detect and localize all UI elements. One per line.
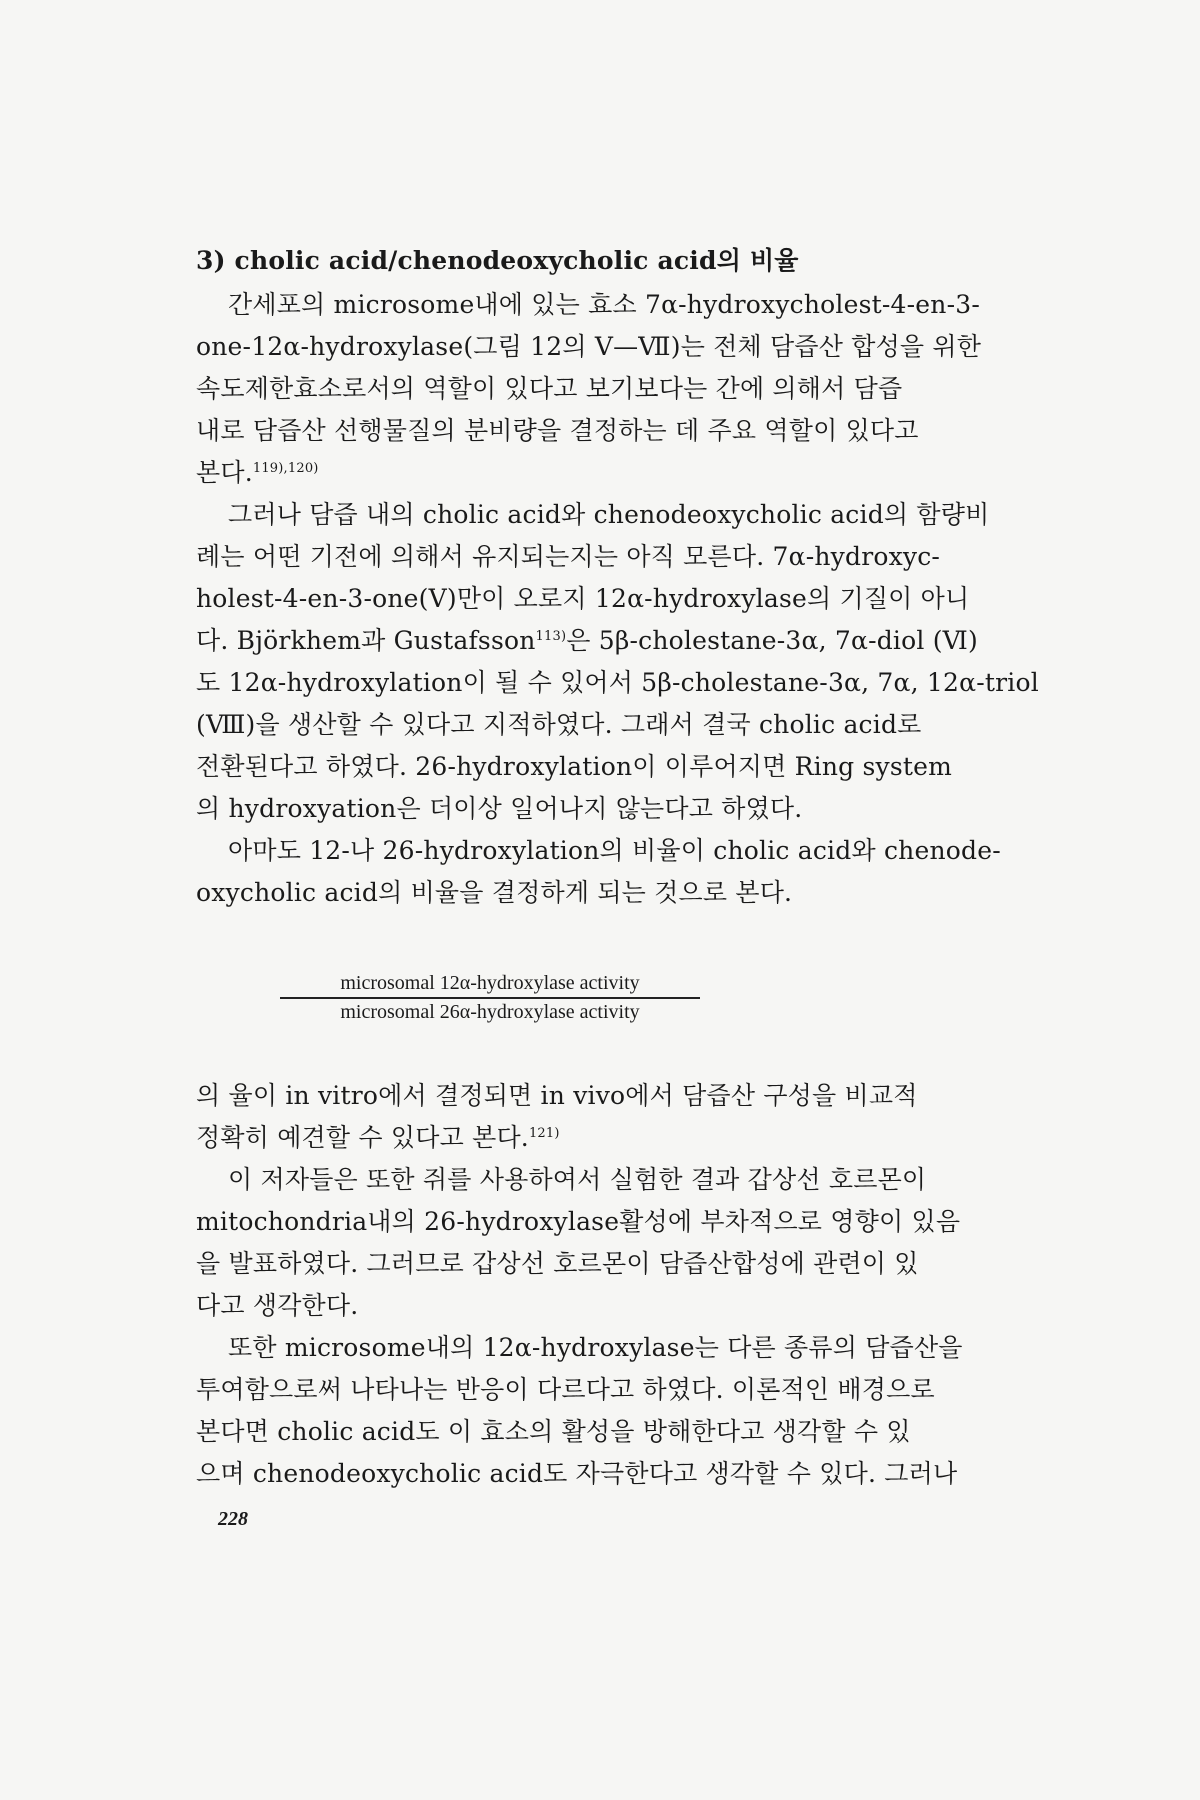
activity-ratio-fraction	[280, 970, 700, 1025]
para4-line: 의 율이 in vitro에서 결정되면 in vivo에서 담즙산 구성을 비교적	[196, 1081, 918, 1110]
para6-line: 본다면 cholic acid도 이 효소의 활성을 방해한다고 생각할 수 있	[196, 1417, 911, 1446]
para1-last-text: 본다.	[196, 458, 253, 487]
fraction-numerator: microsomal 12α-hydroxylase activity	[280, 970, 700, 999]
lower-text	[196, 1075, 1016, 1495]
para2-line: 그러나 담즙 내의 cholic acid와 chenodeoxycholic acid의 함량비	[228, 500, 990, 529]
para2-line: (Ⅷ)을 생산할 수 있다고 지적하였다. 그래서 결국 cholic acid로	[196, 710, 922, 739]
para1-line: one-12α-hydroxylase(그림 12의 V—Ⅶ)는 전체 담즙산 합성을 위한	[196, 332, 982, 361]
para6-line: 또한 microsome내의 12α-hydroxylase는 다른 종류의 담즙산을	[228, 1333, 963, 1362]
para2-line: 의 hydroxyation은 더이상 일어나지 않는다고 하였다.	[196, 794, 803, 823]
para1-line: 내로 담즙산 선행물질의 분비량을 결정하는 데 주요 역할이 있다고	[196, 416, 919, 445]
para2-line	[196, 620, 1016, 662]
para5-line: mitochondria내의 26-hydroxylase활성에 부차적으로 영향이 있음	[196, 1207, 961, 1236]
para4-last-text: 정확히 예견할 수 있다고 본다.	[196, 1123, 529, 1152]
upper-text	[196, 240, 1039, 914]
para4-line	[196, 1117, 1016, 1159]
para3-line: 아마도 12-나 26-hydroxylation의 비율이 cholic acid와 chenode-	[228, 836, 1001, 865]
para5-line: 이 저자들은 또한 쥐를 사용하여서 실험한 결과 갑상선 호르몬이	[228, 1165, 927, 1194]
para5-line: 다고 생각한다.	[196, 1291, 359, 1320]
para6-line: 으며 chenodeoxycholic acid도 자극한다고 생각할 수 있다. 그러나	[196, 1459, 958, 1488]
citation-ref: 113)	[535, 629, 567, 644]
para1-line: 간세포의 microsome내에 있는 효소 7α-hydroxycholest-4-en-3-	[228, 290, 980, 319]
para2-line: 례는 어떤 기전에 의해서 유지되는지는 아직 모른다. 7α-hydroxyc-	[196, 542, 941, 571]
fraction-denominator: microsomal 26α-hydroxylase activity	[340, 1001, 640, 1023]
para2-text-a: 다. Björkhem과 Gustafsson	[196, 626, 536, 655]
para1-line	[196, 452, 1016, 494]
para5-line: 을 발표하였다. 그러므로 갑상선 호르몬이 담즙산합성에 관련이 있	[196, 1249, 919, 1278]
para2-line: holest-4-en-3-one(Ⅴ)만이 오로지 12α-hydroxylase의 기질이 아니	[196, 584, 970, 613]
citation-ref: 119),120)	[252, 461, 319, 476]
page-number: 228	[218, 1508, 248, 1530]
para2-text-b: 은 5β-cholestane-3α, 7α-diol (Ⅵ)	[566, 626, 978, 655]
para6-line: 투여함으로써 나타나는 반응이 다르다고 하였다. 이론적인 배경으로	[196, 1375, 935, 1404]
para2-line: 전환된다고 하였다. 26-hydroxylation이 이루어지면 Ring system	[196, 752, 953, 781]
citation-ref: 121)	[528, 1126, 560, 1141]
section-heading: 3) cholic acid/chenodeoxycholic acid의 비율	[196, 246, 799, 275]
para3-line: oxycholic acid의 비율을 결정하게 되는 것으로 본다.	[196, 878, 793, 907]
para2-line: 도 12α-hydroxylation이 될 수 있어서 5β-cholestane-3α, 7α, 12α-triol	[196, 668, 1039, 697]
para1-line: 속도제한효소로서의 역할이 있다고 보기보다는 간에 의해서 담즙	[196, 374, 903, 403]
